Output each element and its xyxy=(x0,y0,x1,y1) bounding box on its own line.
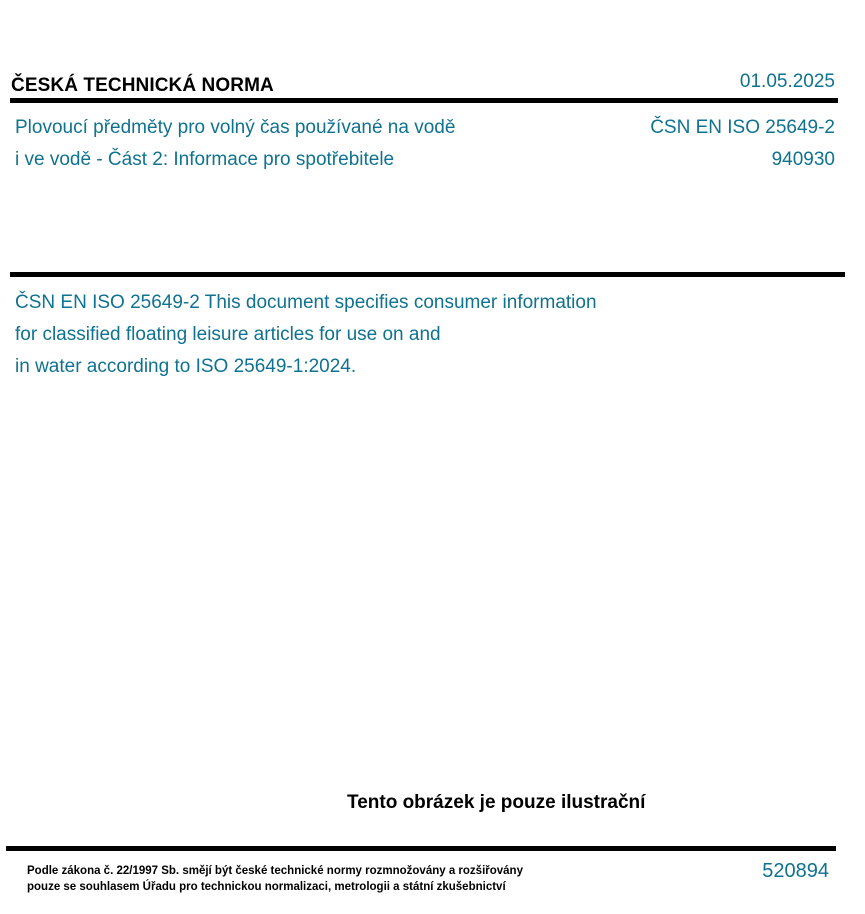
abstract-line-2: for classified floating leisure articles for use on and xyxy=(15,324,441,345)
footer-divider xyxy=(6,846,836,851)
abstract-line-3: in water according to ISO 25649-1:2024. xyxy=(15,356,357,377)
standard-title-line-1: Plovoucí předměty pro volný čas používané na vodě xyxy=(15,117,456,138)
legal-notice-line-1: Podle zákona č. 22/1997 Sb. smějí být české technické normy rozmnožovány a rozšiřovány xyxy=(27,865,523,877)
header-divider xyxy=(10,98,838,103)
illustration-note: Tento obrázek je pouze ilustrační xyxy=(347,792,646,813)
publication-date: 01.05.2025 xyxy=(739,71,835,92)
standard-title-line-2: i ve vodě - Část 2: Informace pro spotřebitele xyxy=(15,149,395,170)
standard-designation: ČSN EN ISO 25649-2 xyxy=(650,117,835,138)
document-number: 520894 xyxy=(762,860,829,882)
standard-class-code: 940930 xyxy=(771,149,835,170)
abstract-line-1: ČSN EN ISO 25649-2 This document specifies consumer information xyxy=(15,292,597,313)
abstract xyxy=(15,287,715,383)
section-divider xyxy=(10,272,845,277)
legal-notice-line-2: pouze se souhlasem Úřadu pro technickou normalizaci, metrologii a státní zkušebnictví xyxy=(27,881,506,893)
standard-title xyxy=(15,112,575,176)
document-type-heading: ČESKÁ TECHNICKÁ NORMA xyxy=(11,75,274,96)
standard-identification xyxy=(650,112,835,176)
legal-notice xyxy=(27,863,523,895)
